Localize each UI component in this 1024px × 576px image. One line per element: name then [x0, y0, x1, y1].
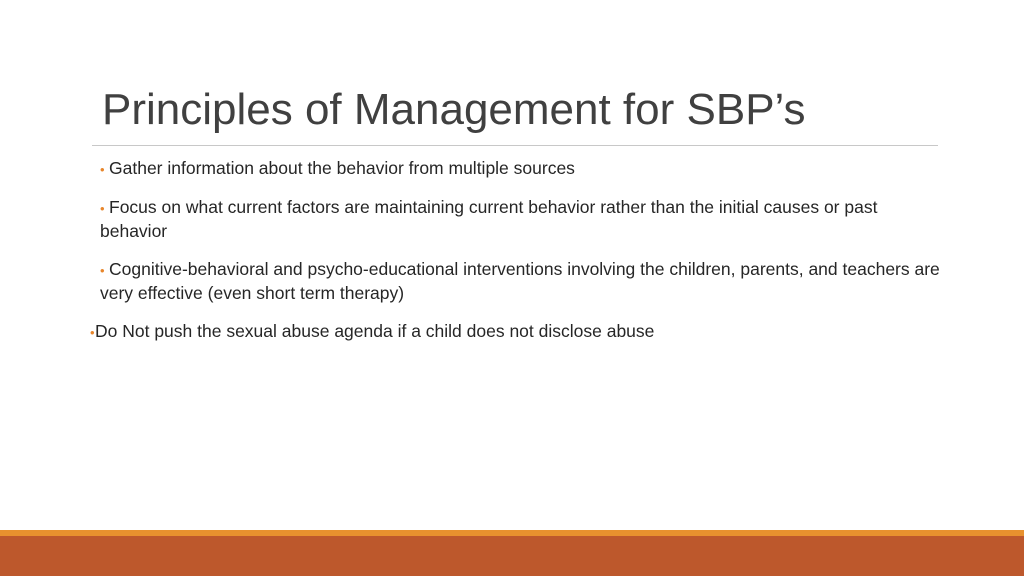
title-divider — [92, 145, 938, 146]
bullet-marker: • — [100, 201, 105, 216]
bullet-item-1 — [90, 157, 940, 181]
bullet-text: Cognitive-behavioral and psycho-educational interventions involving the children, parents, and teachers are very effective (even short term therapy) — [100, 259, 940, 303]
bullet-item-4 — [90, 320, 940, 344]
footer-bar — [0, 536, 1024, 576]
bullet-item-3 — [90, 258, 940, 305]
bullet-marker: • — [100, 162, 105, 177]
bullet-marker: • — [100, 263, 105, 278]
bullet-text: Focus on what current factors are maintaining current behavior rather than the initial causes or past behavior — [100, 197, 878, 241]
slide-title: Principles of Management for SBP’s — [102, 85, 806, 134]
bullet-text: Do Not push the sexual abuse agenda if a child does not disclose abuse — [95, 321, 655, 341]
bullet-list — [90, 157, 940, 359]
bullet-item-2 — [90, 196, 940, 243]
bullet-marker: • — [90, 325, 95, 340]
bullet-text: Gather information about the behavior from multiple sources — [109, 158, 575, 178]
